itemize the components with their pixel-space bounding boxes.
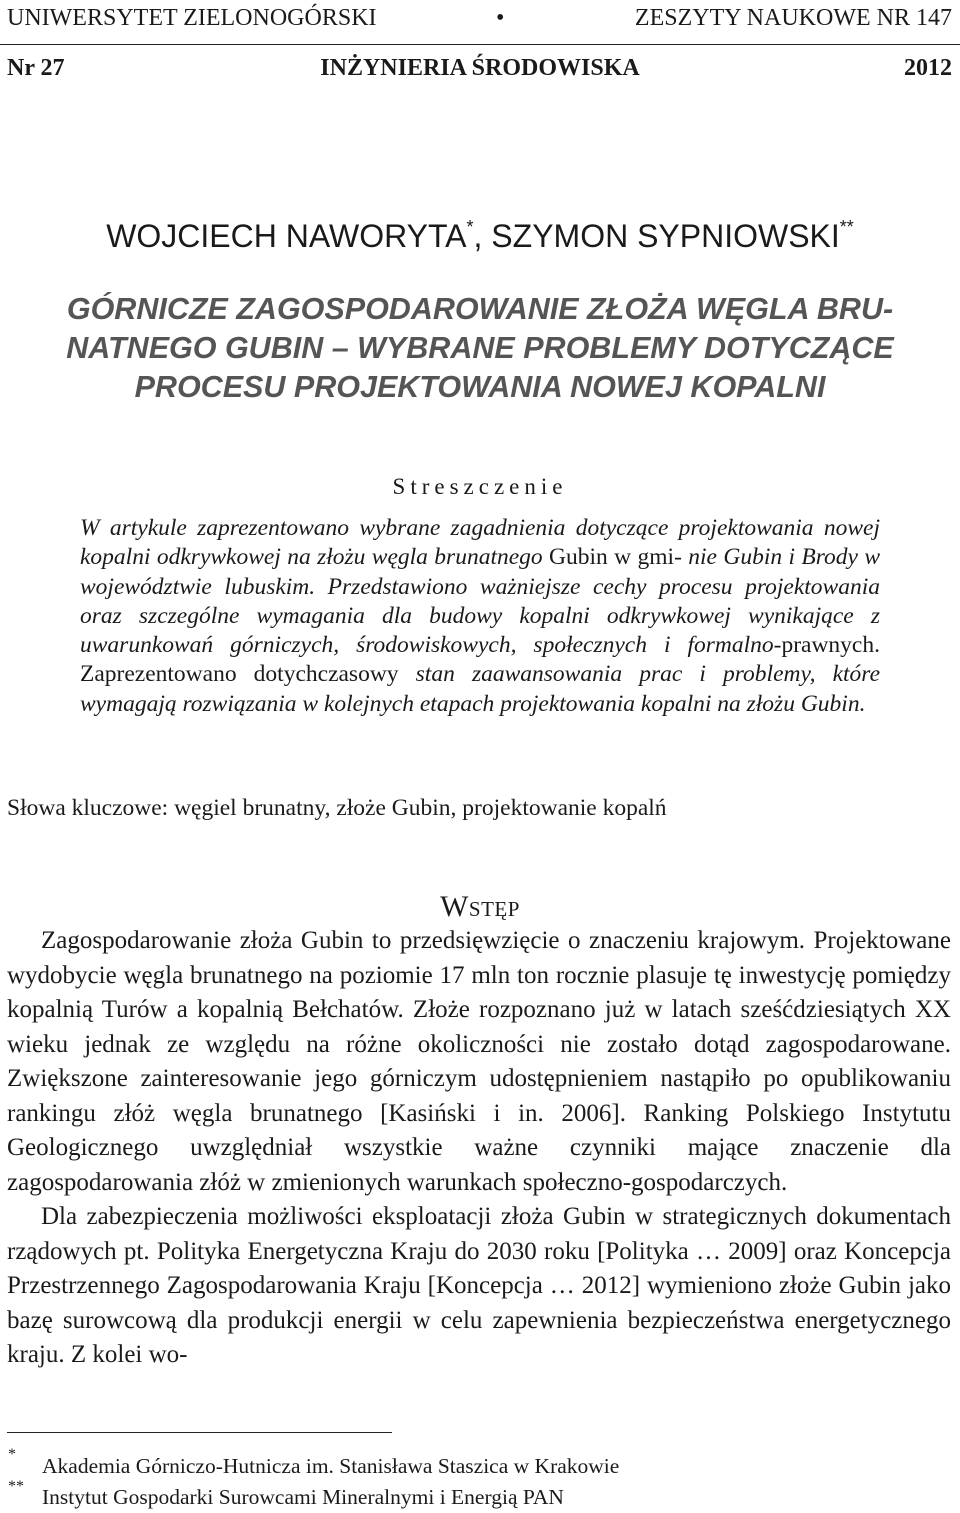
title-line-3: PROCESU PROJEKTOWANIA NOWEJ KOPALNI [134,370,826,404]
header-journal: INŻYNIERIA ŚRODOWISKA [320,55,640,81]
author-2-footnote-mark: ** [839,217,854,237]
footnote-2-mark: ** [8,1478,24,1495]
author-1-footnote-mark: * [466,217,474,237]
abstract-part-2: Gubin w gmi- [549,544,682,571]
footnote-1-text: Akademia Górniczo-Hutnicza im. Stanisława Staszica w Krakowie [42,1454,620,1478]
title-line-2: NATNEGO GUBIN – WYBRANE PROBLEMY DOTYCZĄCE [66,331,894,365]
header-bullet: • [496,5,505,31]
abstract-part-1: W artykule zaprezentowano wybrane zagadnienia dotyczące projektowania nowej kopalni odkrywkowej na złożu węgla brunatnego [80,515,880,571]
header-university: UNIWERSYTET ZIELONOGÓRSKI [7,5,377,31]
authors-line [0,218,960,255]
header-year: 2012 [904,55,952,81]
body-paragraph-1: Zagospodarowanie złoża Gubin to przedsięwzięcie o znaczeniu krajowym. Projektowane wydobycie węgla brunatnego na poziomie 17 mln ton rocznie plasuje tę inwestycję pomiędzy kopalnią Turów a kopalnią Bełchatów. Złoże rozpoznano już w latach sześćdziesiątych XX wieku jednak ze względu na różne okoliczności nie zostało dotąd zagospodarowane. Zwiększone zainteresowanie jego górniczym udostępnieniem nastąpiło po opublikowaniu rankingu złóż węgla brunatnego [Kasiński i in. 2006]. Ranking Polskiego Instytutu Geologicznego uwzględniał wszystkie ważne czynniki mające znaczenie dla zagospodarowania złóż w zmienionych warunkach społeczno-gospodarczych. [7,927,951,1196]
footnote-rule [7,1432,392,1433]
header-issue: Nr 27 [7,55,65,81]
body-paragraph-2: Dla zabezpieczenia możliwości eksploatacji złoża Gubin w strategicznych dokumentach rządowych pt. Polityka Energetyczna Kraju do 2030 roku [Polityka … 2009] oraz Koncepcja Przestrzennego Zagospodarowania Kraju [Koncepcja … 2012] wymieniono złoże Gubin jako bazę surowcową dla produkcji energii w celu zapewnienia bezpieczeństwa energetycznego kraju. Z kolei wo- [7,1203,951,1368]
abstract-part-3: nie Gubin i Brody w województwie lubuskim. Przedstawiono ważniejsze cechy procesu projektowania oraz szczególne wymagania dla budowy kopalni odkrywkowej wynikające z uwarunkowań górniczych, środowiskowych, społecznych i formalno- [80,544,880,659]
abstract-part-5: stan zaawansowania prac i problemy, które wymagają rozwiązania w kolejnych etapach projektowania kopalni na złożu Gubin. [80,661,881,717]
abstract-heading: Streszczenie [392,474,568,499]
author-1: WOJCIECH NAWORYTA [106,218,467,254]
abstract-text [80,514,880,719]
abstract-part-4: prawnych. Zaprezentowano dotychczasowy [80,632,880,688]
title-line-1: GÓRNICZE ZAGOSPODAROWANIE ZŁOŻA WĘGLA BRU- [66,292,894,326]
body-text [7,924,951,1373]
section-heading: Wstęp [440,890,520,923]
authors-separator: , [473,218,492,254]
header-series: ZESZYTY NAUKOWE NR 147 [634,5,952,31]
footnote-2-text: Instytut Gospodarki Surowcami Mineralnymi i Energią PAN [42,1485,564,1509]
header-rule [0,44,960,45]
footnote-1-mark: * [8,1446,16,1463]
author-2: SZYMON SYPNIOWSKI [491,218,840,254]
keywords: Słowa kluczowe: węgiel brunatny, złoże Gubin, projektowanie kopalń [7,795,667,821]
